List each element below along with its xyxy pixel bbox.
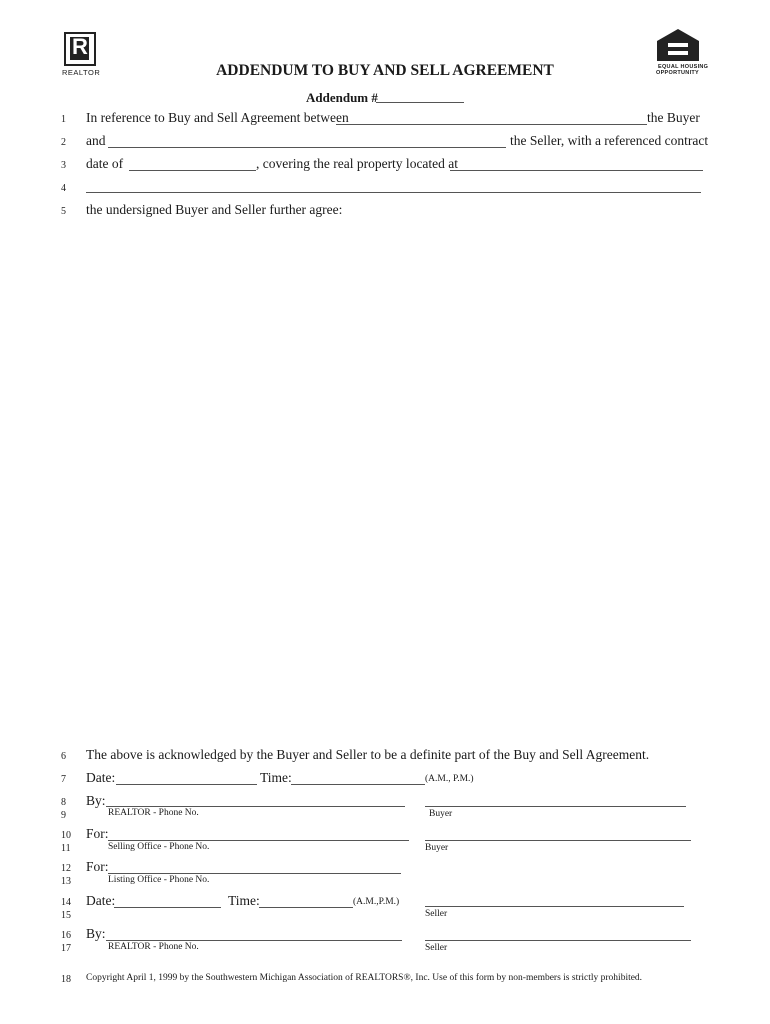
- seller2-signature-field[interactable]: [425, 940, 691, 941]
- realtor-signature-field[interactable]: [106, 806, 405, 807]
- agreement-terms-area[interactable]: [86, 225, 701, 740]
- line-number: 14: [61, 897, 71, 908]
- line-number: 17: [61, 943, 71, 954]
- line-number: 5: [61, 206, 66, 217]
- time-field[interactable]: [291, 784, 425, 785]
- realtor2-signature-field[interactable]: [106, 940, 402, 941]
- line-number: 18: [61, 974, 71, 985]
- buyer2-signature-field[interactable]: [425, 840, 691, 841]
- date-of-text: date of: [86, 156, 124, 171]
- line-number: 3: [61, 160, 66, 171]
- document-title: ADDENDUM TO BUY AND SELL AGREEMENT: [216, 62, 554, 79]
- line-number: 2: [61, 137, 66, 148]
- equal-housing-icon: [655, 28, 701, 62]
- buyer-caption: Buyer: [429, 809, 453, 819]
- realtor-logo: [64, 32, 96, 66]
- buyer-signature-field[interactable]: [425, 806, 686, 807]
- addendum-number-label: Addendum #: [306, 90, 378, 105]
- line-number: 15: [61, 910, 71, 921]
- selling-office-field[interactable]: [108, 840, 409, 841]
- line-number: 12: [61, 863, 71, 874]
- line-number: 10: [61, 830, 71, 841]
- addendum-number-field[interactable]: [376, 102, 464, 103]
- seller-name-field[interactable]: [108, 147, 506, 148]
- seller-caption: Seller: [425, 909, 448, 919]
- seller-date-field[interactable]: [114, 907, 221, 908]
- seller-contract-text: the Seller, with a referenced contract: [510, 133, 709, 148]
- by-label: By:: [86, 926, 106, 941]
- for-label: For:: [86, 826, 109, 841]
- line-number: 13: [61, 876, 71, 887]
- realtor2-phone-label: REALTOR - Phone No.: [108, 942, 199, 952]
- seller-signature-field[interactable]: [425, 906, 684, 907]
- line-number: 11: [61, 843, 71, 854]
- line-number: 16: [61, 930, 71, 941]
- date-field[interactable]: [116, 784, 257, 785]
- eho-line1: EQUAL HOUSING: [658, 64, 709, 70]
- contract-date-field[interactable]: [129, 170, 256, 171]
- time-label: Time:: [260, 770, 292, 785]
- copyright-notice: Copyright April 1, 1999 by the Southwestern Michigan Association of REALTORS®, Inc. Use of this form by non-members is strictly prohibited.: [86, 973, 643, 983]
- line-number: 4: [61, 183, 66, 194]
- buyer-label: the Buyer: [647, 110, 700, 125]
- buyer2-caption: Buyer: [425, 843, 449, 853]
- seller2-caption: Seller: [425, 943, 448, 953]
- date-label: Date:: [86, 893, 116, 908]
- property-located-text: , covering the real property located at: [256, 156, 459, 171]
- eho-line2: OPPORTUNITY: [656, 70, 700, 76]
- for-label: For:: [86, 859, 109, 874]
- and-text: and: [86, 133, 106, 148]
- am-pm-label: (A.M., P.M.): [425, 774, 474, 784]
- time-label: Time:: [228, 893, 260, 908]
- further-agree-text: the undersigned Buyer and Seller further agree:: [86, 202, 343, 217]
- agreement-reference-text: In reference to Buy and Sell Agreement between: [86, 110, 349, 125]
- line-number: 9: [61, 810, 66, 821]
- listing-office-field[interactable]: [108, 873, 401, 874]
- line-number: 8: [61, 797, 66, 808]
- by-label: By:: [86, 793, 106, 808]
- selling-office-phone-label: Selling Office - Phone No.: [108, 842, 210, 852]
- realtor-logo-text: REALTOR: [62, 68, 101, 77]
- date-label: Date:: [86, 770, 116, 785]
- line-number: 7: [61, 774, 66, 785]
- realtor-r-icon: R: [72, 34, 88, 59]
- property-address-field[interactable]: [450, 170, 703, 171]
- am-pm-label: (A.M.,P.M.): [353, 897, 400, 907]
- buyer-name-field[interactable]: [336, 124, 647, 125]
- realtor-phone-label: REALTOR - Phone No.: [108, 808, 199, 818]
- property-address-continued-field[interactable]: [86, 192, 701, 193]
- listing-office-phone-label: Listing Office - Phone No.: [108, 875, 210, 885]
- seller-time-field[interactable]: [259, 907, 353, 908]
- line-number: 1: [61, 114, 66, 125]
- acknowledgement-text: The above is acknowledged by the Buyer and Seller to be a definite part of the Buy and Sell Agreement.: [86, 747, 650, 762]
- line-number: 6: [61, 751, 66, 762]
